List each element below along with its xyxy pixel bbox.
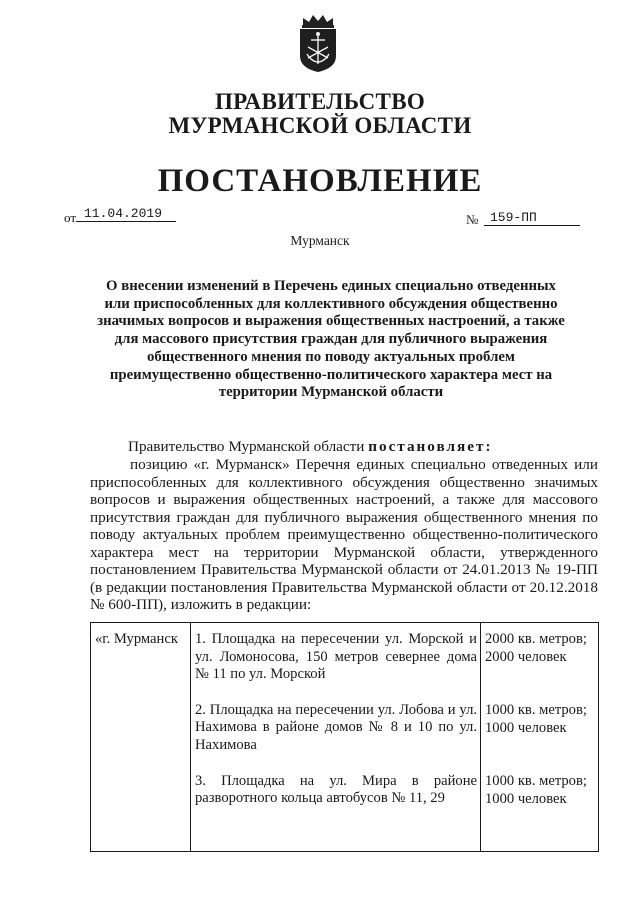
coat-of-arms-icon <box>295 12 341 74</box>
site-area: 1000 кв. метров; <box>485 773 587 789</box>
site-area: 2000 кв. метров; <box>485 631 587 647</box>
site-description: 2. Площадка на пересечении ул. Лобова и ул. Нахимова в районе домов № 8 и 10 по ул. Нахимова <box>195 701 477 753</box>
site-description: 3. Площадка на ул. Мира в районе разворотного кольца автобусов № 11, 29 <box>195 772 477 807</box>
location-name: «г. Мурманск <box>95 631 178 647</box>
document-type-heading: ПОСТАНОВЛЕНИЕ <box>157 163 483 199</box>
decision-intro <box>128 438 493 456</box>
site-people: 1000 человек <box>485 719 567 736</box>
site-people: 2000 человек <box>485 648 567 665</box>
decision-intro-text: Правительство Мурманской области <box>128 438 369 455</box>
table-cell-location <box>91 623 191 852</box>
table-cell-descriptions <box>191 623 481 852</box>
document-date: 11.04.2019 <box>76 206 176 222</box>
government-title-line1: ПРАВИТЕЛЬСТВО <box>214 89 426 114</box>
number-prefix: № <box>466 212 479 227</box>
site-area: 1000 кв. метров; <box>485 702 587 718</box>
site-limits <box>485 702 595 755</box>
government-title-line2: МУРМАНСКОЙ ОБЛАСТИ <box>168 113 472 138</box>
table-row <box>91 623 599 852</box>
document-number: 159-ПП <box>484 210 580 226</box>
site-limits <box>485 631 595 684</box>
site-limits <box>485 773 595 808</box>
table-cell-limits <box>481 623 599 852</box>
locations-table <box>90 622 599 852</box>
date-prefix: от <box>64 210 77 225</box>
site-description: 1. Площадка на пересечении ул. Морской и ул. Ломоносова, 150 метров севернее дома № 11 по ул. Морской <box>195 631 477 683</box>
document-subject: О внесении изменений в Перечень единых специально отведенных или приспособленных для коллективного обсуждения общественно значимых вопросов и выражения общественных настроений, а также для массового присутствия граждан для публичного выражения общественного мнения по поводу актуальных проблем преимущественно общественно-политического характера мест на территории Мурманской области <box>97 278 565 401</box>
city-name: Мурманск <box>290 233 350 248</box>
decision-paragraph: позицию «г. Мурманск» Перечня единых специально отведенных или приспособленных для коллективного обсуждения общественно значимых вопросов и выражения общественных настроений, а также для массового присутствия граждан для публичного выражения общественного мнения по поводу актуальных проблем преимущественно общественно-политического характера мест на территории Мурманской области, утвержденного постановлением Правительства Мурманской области от 24.01.2013 № 19-ПП (в редакции постановления Правительства Мурманской области от 20.12.2018 № 600-ПП), изложить в редакции: <box>90 456 598 613</box>
site-people: 1000 человек <box>485 790 567 807</box>
decision-verb: постановляет: <box>368 438 493 455</box>
